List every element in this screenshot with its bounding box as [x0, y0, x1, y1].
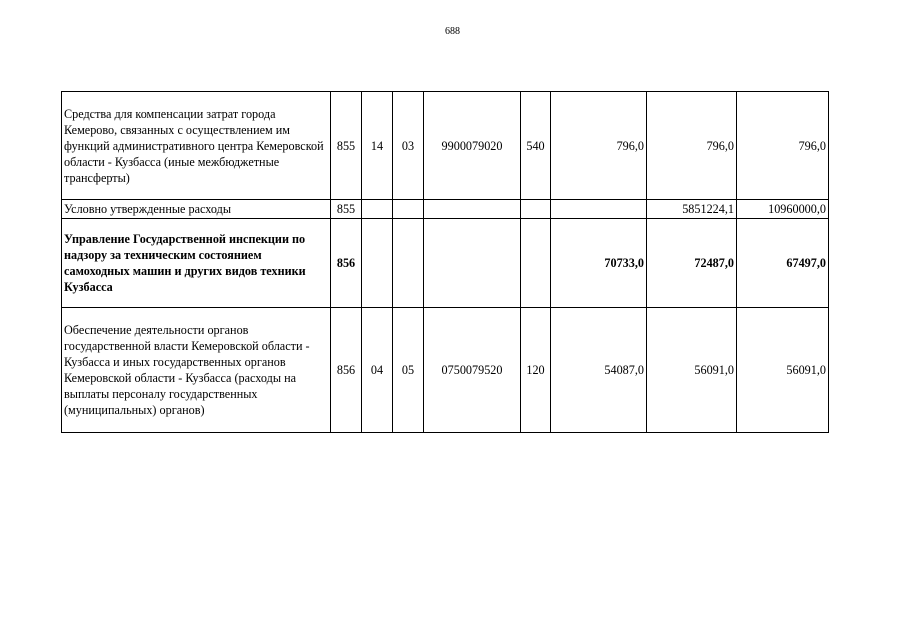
- row-name: Средства для компенсации затрат города Кемерово, связанных с осуществлением им функций административного центра Кемеровской области - Кузбасса (иные межбюджетные трансферты): [62, 92, 331, 200]
- amount-year-3: 56091,0: [737, 308, 829, 433]
- section-code: [362, 200, 393, 219]
- section-code: 04: [362, 308, 393, 433]
- table-row: [62, 92, 829, 200]
- amount-year-3: 10960000,0: [737, 200, 829, 219]
- target-article-code: [424, 219, 521, 308]
- target-article-code: [424, 200, 521, 219]
- amount-year-2: 72487,0: [647, 219, 737, 308]
- expense-type-code: [521, 200, 551, 219]
- subsection-code: 03: [393, 92, 424, 200]
- amount-year-3: 796,0: [737, 92, 829, 200]
- amount-year-3: 67497,0: [737, 219, 829, 308]
- table-row: [62, 200, 829, 219]
- amount-year-2: 56091,0: [647, 308, 737, 433]
- amount-year-1: 54087,0: [551, 308, 647, 433]
- expense-type-code: 120: [521, 308, 551, 433]
- amount-year-1: 70733,0: [551, 219, 647, 308]
- row-name: Управление Государственной инспекции по надзору за техническим состоянием самоходных машин и других видов техники Кузбасса: [62, 219, 331, 308]
- ministry-code: 855: [331, 92, 362, 200]
- ministry-code: 855: [331, 200, 362, 219]
- expense-type-code: [521, 219, 551, 308]
- ministry-code: 856: [331, 308, 362, 433]
- row-name: Условно утвержденные расходы: [62, 200, 331, 219]
- table-row: [62, 219, 829, 308]
- subsection-code: [393, 219, 424, 308]
- target-article-code: 0750079520: [424, 308, 521, 433]
- page-number: 688: [445, 26, 460, 37]
- subsection-code: [393, 200, 424, 219]
- amount-year-2: 5851224,1: [647, 200, 737, 219]
- row-name: Обеспечение деятельности органов государственной власти Кемеровской области - Кузбасса и иных государственных органов Кемеровской области - Кузбасса (расходы на выплаты персоналу государственных (муниципальных) органов): [62, 308, 331, 433]
- section-code: 14: [362, 92, 393, 200]
- amount-year-1: 796,0: [551, 92, 647, 200]
- ministry-code: 856: [331, 219, 362, 308]
- section-code: [362, 219, 393, 308]
- amount-year-1: [551, 200, 647, 219]
- subsection-code: 05: [393, 308, 424, 433]
- expense-type-code: 540: [521, 92, 551, 200]
- table-row: [62, 308, 829, 433]
- amount-year-2: 796,0: [647, 92, 737, 200]
- budget-table: [61, 91, 829, 433]
- target-article-code: 9900079020: [424, 92, 521, 200]
